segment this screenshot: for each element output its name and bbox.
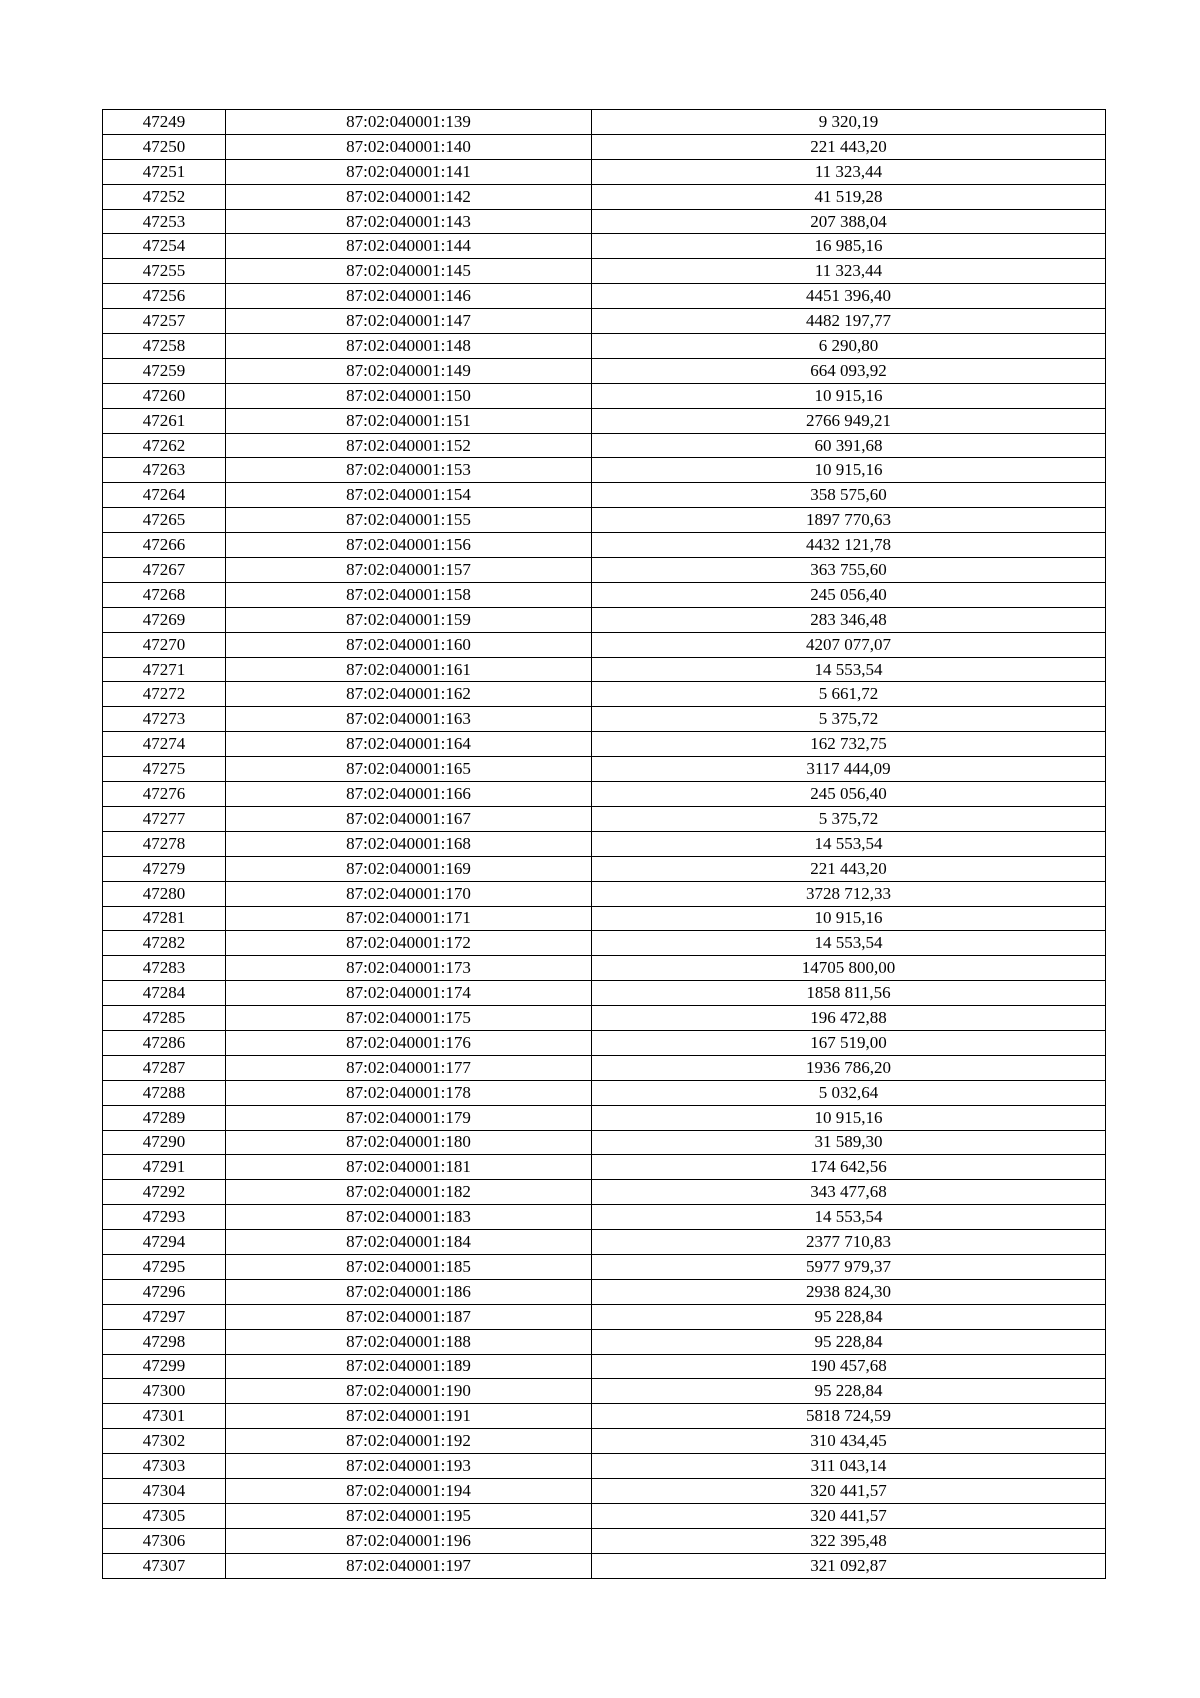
table-row: [103, 1528, 1106, 1553]
row-number-cell: 47299: [103, 1354, 226, 1379]
row-number-cell: 47298: [103, 1329, 226, 1354]
cadastral-value-cell: 363 755,60: [592, 558, 1106, 583]
row-number-cell: 47278: [103, 831, 226, 856]
table-row: [103, 483, 1106, 508]
cadastral-number-cell: 87:02:040001:167: [226, 806, 592, 831]
cadastral-value-cell: 16 985,16: [592, 234, 1106, 259]
row-number-cell: 47283: [103, 956, 226, 981]
row-number-cell: 47260: [103, 383, 226, 408]
cadastral-number-cell: 87:02:040001:153: [226, 458, 592, 483]
cadastral-number-cell: 87:02:040001:165: [226, 757, 592, 782]
table-row: [103, 1254, 1106, 1279]
row-number-cell: 47280: [103, 881, 226, 906]
cadastral-value-cell: 245 056,40: [592, 782, 1106, 807]
cadastral-value-cell: 10 915,16: [592, 383, 1106, 408]
cadastral-number-cell: 87:02:040001:139: [226, 110, 592, 135]
row-number-cell: 47271: [103, 657, 226, 682]
table-row: [103, 259, 1106, 284]
table-row: [103, 309, 1106, 334]
cadastral-value-cell: 10 915,16: [592, 458, 1106, 483]
table-row: [103, 1329, 1106, 1354]
table-row: [103, 1354, 1106, 1379]
cadastral-number-cell: 87:02:040001:175: [226, 1006, 592, 1031]
row-number-cell: 47252: [103, 184, 226, 209]
table-row: [103, 1130, 1106, 1155]
cadastral-value-cell: 162 732,75: [592, 732, 1106, 757]
table-row: [103, 1379, 1106, 1404]
cadastral-number-cell: 87:02:040001:143: [226, 209, 592, 234]
table-row: [103, 234, 1106, 259]
table-row: [103, 1478, 1106, 1503]
cadastral-value-cell: 320 441,57: [592, 1478, 1106, 1503]
row-number-cell: 47292: [103, 1180, 226, 1205]
row-number-cell: 47268: [103, 582, 226, 607]
table-row: [103, 732, 1106, 757]
row-number-cell: 47274: [103, 732, 226, 757]
cadastral-value-cell: 6 290,80: [592, 334, 1106, 359]
cadastral-number-cell: 87:02:040001:151: [226, 408, 592, 433]
cadastral-value-cell: 1897 770,63: [592, 508, 1106, 533]
table-row: [103, 1080, 1106, 1105]
table-row: [103, 1503, 1106, 1528]
cadastral-number-cell: 87:02:040001:193: [226, 1454, 592, 1479]
cadastral-number-cell: 87:02:040001:162: [226, 682, 592, 707]
cadastral-value-cell: 283 346,48: [592, 607, 1106, 632]
cadastral-number-cell: 87:02:040001:183: [226, 1205, 592, 1230]
cadastral-value-cell: 10 915,16: [592, 906, 1106, 931]
cadastral-number-cell: 87:02:040001:154: [226, 483, 592, 508]
row-number-cell: 47284: [103, 981, 226, 1006]
cadastral-value-table: [102, 109, 1106, 1579]
cadastral-value-cell: 322 395,48: [592, 1528, 1106, 1553]
cadastral-value-cell: 664 093,92: [592, 358, 1106, 383]
table-row: [103, 433, 1106, 458]
cadastral-value-cell: 4432 121,78: [592, 533, 1106, 558]
cadastral-value-cell: 311 043,14: [592, 1454, 1106, 1479]
table-row: [103, 508, 1106, 533]
cadastral-number-cell: 87:02:040001:173: [226, 956, 592, 981]
table-row: [103, 1105, 1106, 1130]
row-number-cell: 47279: [103, 856, 226, 881]
table-row: [103, 682, 1106, 707]
cadastral-number-cell: 87:02:040001:155: [226, 508, 592, 533]
cadastral-value-cell: 41 519,28: [592, 184, 1106, 209]
cadastral-number-cell: 87:02:040001:161: [226, 657, 592, 682]
table-row: [103, 110, 1106, 135]
cadastral-value-cell: 10 915,16: [592, 1105, 1106, 1130]
cadastral-number-cell: 87:02:040001:169: [226, 856, 592, 881]
cadastral-number-cell: 87:02:040001:186: [226, 1279, 592, 1304]
cadastral-number-cell: 87:02:040001:195: [226, 1503, 592, 1528]
cadastral-number-cell: 87:02:040001:150: [226, 383, 592, 408]
cadastral-number-cell: 87:02:040001:148: [226, 334, 592, 359]
row-number-cell: 47295: [103, 1254, 226, 1279]
cadastral-number-cell: 87:02:040001:191: [226, 1404, 592, 1429]
row-number-cell: 47293: [103, 1205, 226, 1230]
cadastral-value-cell: 14 553,54: [592, 931, 1106, 956]
cadastral-number-cell: 87:02:040001:184: [226, 1230, 592, 1255]
cadastral-number-cell: 87:02:040001:181: [226, 1155, 592, 1180]
cadastral-number-cell: 87:02:040001:172: [226, 931, 592, 956]
row-number-cell: 47266: [103, 533, 226, 558]
cadastral-number-cell: 87:02:040001:171: [226, 906, 592, 931]
row-number-cell: 47286: [103, 1030, 226, 1055]
cadastral-number-cell: 87:02:040001:164: [226, 732, 592, 757]
table-row: [103, 1006, 1106, 1031]
row-number-cell: 47303: [103, 1454, 226, 1479]
table-row: [103, 1055, 1106, 1080]
cadastral-value-cell: 2938 824,30: [592, 1279, 1106, 1304]
cadastral-value-cell: 4482 197,77: [592, 309, 1106, 334]
table-row: [103, 856, 1106, 881]
cadastral-number-cell: 87:02:040001:147: [226, 309, 592, 334]
cadastral-number-cell: 87:02:040001:176: [226, 1030, 592, 1055]
cadastral-number-cell: 87:02:040001:180: [226, 1130, 592, 1155]
cadastral-number-cell: 87:02:040001:144: [226, 234, 592, 259]
cadastral-value-cell: 60 391,68: [592, 433, 1106, 458]
row-number-cell: 47281: [103, 906, 226, 931]
cadastral-value-cell: 95 228,84: [592, 1329, 1106, 1354]
cadastral-number-cell: 87:02:040001:189: [226, 1354, 592, 1379]
cadastral-number-cell: 87:02:040001:197: [226, 1553, 592, 1578]
row-number-cell: 47306: [103, 1528, 226, 1553]
row-number-cell: 47254: [103, 234, 226, 259]
row-number-cell: 47291: [103, 1155, 226, 1180]
row-number-cell: 47257: [103, 309, 226, 334]
cadastral-number-cell: 87:02:040001:194: [226, 1478, 592, 1503]
row-number-cell: 47301: [103, 1404, 226, 1429]
table-row: [103, 582, 1106, 607]
cadastral-number-cell: 87:02:040001:178: [226, 1080, 592, 1105]
cadastral-value-cell: 207 388,04: [592, 209, 1106, 234]
row-number-cell: 47273: [103, 707, 226, 732]
row-number-cell: 47255: [103, 259, 226, 284]
cadastral-value-cell: 321 092,87: [592, 1553, 1106, 1578]
row-number-cell: 47272: [103, 682, 226, 707]
cadastral-number-cell: 87:02:040001:187: [226, 1304, 592, 1329]
table-row: [103, 334, 1106, 359]
table-row: [103, 1155, 1106, 1180]
cadastral-value-cell: 196 472,88: [592, 1006, 1106, 1031]
cadastral-value-cell: 2766 949,21: [592, 408, 1106, 433]
cadastral-number-cell: 87:02:040001:182: [226, 1180, 592, 1205]
cadastral-value-cell: 11 323,44: [592, 259, 1106, 284]
cadastral-value-cell: 358 575,60: [592, 483, 1106, 508]
row-number-cell: 47264: [103, 483, 226, 508]
cadastral-number-cell: 87:02:040001:188: [226, 1329, 592, 1354]
cadastral-value-cell: 14705 800,00: [592, 956, 1106, 981]
cadastral-number-cell: 87:02:040001:177: [226, 1055, 592, 1080]
table-row: [103, 284, 1106, 309]
cadastral-number-cell: 87:02:040001:192: [226, 1429, 592, 1454]
cadastral-value-cell: 310 434,45: [592, 1429, 1106, 1454]
row-number-cell: 47307: [103, 1553, 226, 1578]
cadastral-value-cell: 4207 077,07: [592, 632, 1106, 657]
row-number-cell: 47289: [103, 1105, 226, 1130]
cadastral-value-cell: 5 032,64: [592, 1080, 1106, 1105]
row-number-cell: 47300: [103, 1379, 226, 1404]
table-row: [103, 607, 1106, 632]
table-row: [103, 134, 1106, 159]
cadastral-value-cell: 1936 786,20: [592, 1055, 1106, 1080]
cadastral-value-cell: 95 228,84: [592, 1304, 1106, 1329]
table-row: [103, 1304, 1106, 1329]
cadastral-number-cell: 87:02:040001:170: [226, 881, 592, 906]
document-page: [102, 109, 1105, 1579]
cadastral-value-cell: 5 375,72: [592, 707, 1106, 732]
cadastral-value-cell: 14 553,54: [592, 831, 1106, 856]
row-number-cell: 47267: [103, 558, 226, 583]
table-row: [103, 956, 1106, 981]
cadastral-number-cell: 87:02:040001:179: [226, 1105, 592, 1130]
table-row: [103, 184, 1106, 209]
cadastral-number-cell: 87:02:040001:145: [226, 259, 592, 284]
cadastral-number-cell: 87:02:040001:152: [226, 433, 592, 458]
row-number-cell: 47282: [103, 931, 226, 956]
table-row: [103, 1279, 1106, 1304]
table-row: [103, 458, 1106, 483]
cadastral-number-cell: 87:02:040001:146: [226, 284, 592, 309]
row-number-cell: 47304: [103, 1478, 226, 1503]
row-number-cell: 47285: [103, 1006, 226, 1031]
table-row: [103, 383, 1106, 408]
table-row: [103, 1553, 1106, 1578]
cadastral-value-cell: 95 228,84: [592, 1379, 1106, 1404]
table-row: [103, 358, 1106, 383]
row-number-cell: 47302: [103, 1429, 226, 1454]
row-number-cell: 47290: [103, 1130, 226, 1155]
cadastral-value-cell: 221 443,20: [592, 134, 1106, 159]
row-number-cell: 47249: [103, 110, 226, 135]
cadastral-number-cell: 87:02:040001:159: [226, 607, 592, 632]
cadastral-value-cell: 14 553,54: [592, 657, 1106, 682]
row-number-cell: 47265: [103, 508, 226, 533]
cadastral-value-cell: 14 553,54: [592, 1205, 1106, 1230]
row-number-cell: 47276: [103, 782, 226, 807]
cadastral-value-cell: 5 375,72: [592, 806, 1106, 831]
table-row: [103, 209, 1106, 234]
cadastral-number-cell: 87:02:040001:185: [226, 1254, 592, 1279]
table-row: [103, 558, 1106, 583]
cadastral-number-cell: 87:02:040001:160: [226, 632, 592, 657]
row-number-cell: 47297: [103, 1304, 226, 1329]
row-number-cell: 47261: [103, 408, 226, 433]
row-number-cell: 47262: [103, 433, 226, 458]
row-number-cell: 47277: [103, 806, 226, 831]
row-number-cell: 47288: [103, 1080, 226, 1105]
table-row: [103, 931, 1106, 956]
cadastral-value-cell: 190 457,68: [592, 1354, 1106, 1379]
cadastral-value-cell: 5977 979,37: [592, 1254, 1106, 1279]
row-number-cell: 47287: [103, 1055, 226, 1080]
table-row: [103, 881, 1106, 906]
cadastral-number-cell: 87:02:040001:174: [226, 981, 592, 1006]
cadastral-number-cell: 87:02:040001:190: [226, 1379, 592, 1404]
table-row: [103, 1454, 1106, 1479]
cadastral-value-cell: 5818 724,59: [592, 1404, 1106, 1429]
table-row: [103, 657, 1106, 682]
row-number-cell: 47250: [103, 134, 226, 159]
cadastral-number-cell: 87:02:040001:140: [226, 134, 592, 159]
cadastral-value-cell: 221 443,20: [592, 856, 1106, 881]
table-row: [103, 408, 1106, 433]
cadastral-value-cell: 2377 710,83: [592, 1230, 1106, 1255]
table-body: [103, 110, 1106, 1579]
table-row: [103, 806, 1106, 831]
table-row: [103, 831, 1106, 856]
cadastral-number-cell: 87:02:040001:158: [226, 582, 592, 607]
cadastral-value-cell: 31 589,30: [592, 1130, 1106, 1155]
cadastral-number-cell: 87:02:040001:157: [226, 558, 592, 583]
cadastral-number-cell: 87:02:040001:163: [226, 707, 592, 732]
row-number-cell: 47296: [103, 1279, 226, 1304]
cadastral-value-cell: 3117 444,09: [592, 757, 1106, 782]
cadastral-value-cell: 174 642,56: [592, 1155, 1106, 1180]
row-number-cell: 47259: [103, 358, 226, 383]
row-number-cell: 47305: [103, 1503, 226, 1528]
cadastral-number-cell: 87:02:040001:196: [226, 1528, 592, 1553]
table-row: [103, 757, 1106, 782]
table-row: [103, 981, 1106, 1006]
table-row: [103, 1180, 1106, 1205]
cadastral-value-cell: 245 056,40: [592, 582, 1106, 607]
row-number-cell: 47256: [103, 284, 226, 309]
table-row: [103, 1205, 1106, 1230]
table-row: [103, 782, 1106, 807]
cadastral-value-cell: 11 323,44: [592, 159, 1106, 184]
table-row: [103, 1429, 1106, 1454]
row-number-cell: 47251: [103, 159, 226, 184]
cadastral-number-cell: 87:02:040001:149: [226, 358, 592, 383]
cadastral-number-cell: 87:02:040001:166: [226, 782, 592, 807]
row-number-cell: 47270: [103, 632, 226, 657]
row-number-cell: 47258: [103, 334, 226, 359]
table-row: [103, 1404, 1106, 1429]
cadastral-value-cell: 5 661,72: [592, 682, 1106, 707]
row-number-cell: 47275: [103, 757, 226, 782]
cadastral-number-cell: 87:02:040001:156: [226, 533, 592, 558]
row-number-cell: 47269: [103, 607, 226, 632]
cadastral-number-cell: 87:02:040001:142: [226, 184, 592, 209]
cadastral-number-cell: 87:02:040001:168: [226, 831, 592, 856]
cadastral-number-cell: 87:02:040001:141: [226, 159, 592, 184]
table-row: [103, 1030, 1106, 1055]
cadastral-value-cell: 343 477,68: [592, 1180, 1106, 1205]
cadastral-value-cell: 167 519,00: [592, 1030, 1106, 1055]
table-row: [103, 707, 1106, 732]
cadastral-value-cell: 4451 396,40: [592, 284, 1106, 309]
row-number-cell: 47294: [103, 1230, 226, 1255]
cadastral-value-cell: 9 320,19: [592, 110, 1106, 135]
row-number-cell: 47253: [103, 209, 226, 234]
table-row: [103, 906, 1106, 931]
table-row: [103, 533, 1106, 558]
table-row: [103, 159, 1106, 184]
row-number-cell: 47263: [103, 458, 226, 483]
cadastral-value-cell: 1858 811,56: [592, 981, 1106, 1006]
cadastral-value-cell: 320 441,57: [592, 1503, 1106, 1528]
cadastral-value-cell: 3728 712,33: [592, 881, 1106, 906]
table-row: [103, 632, 1106, 657]
table-row: [103, 1230, 1106, 1255]
